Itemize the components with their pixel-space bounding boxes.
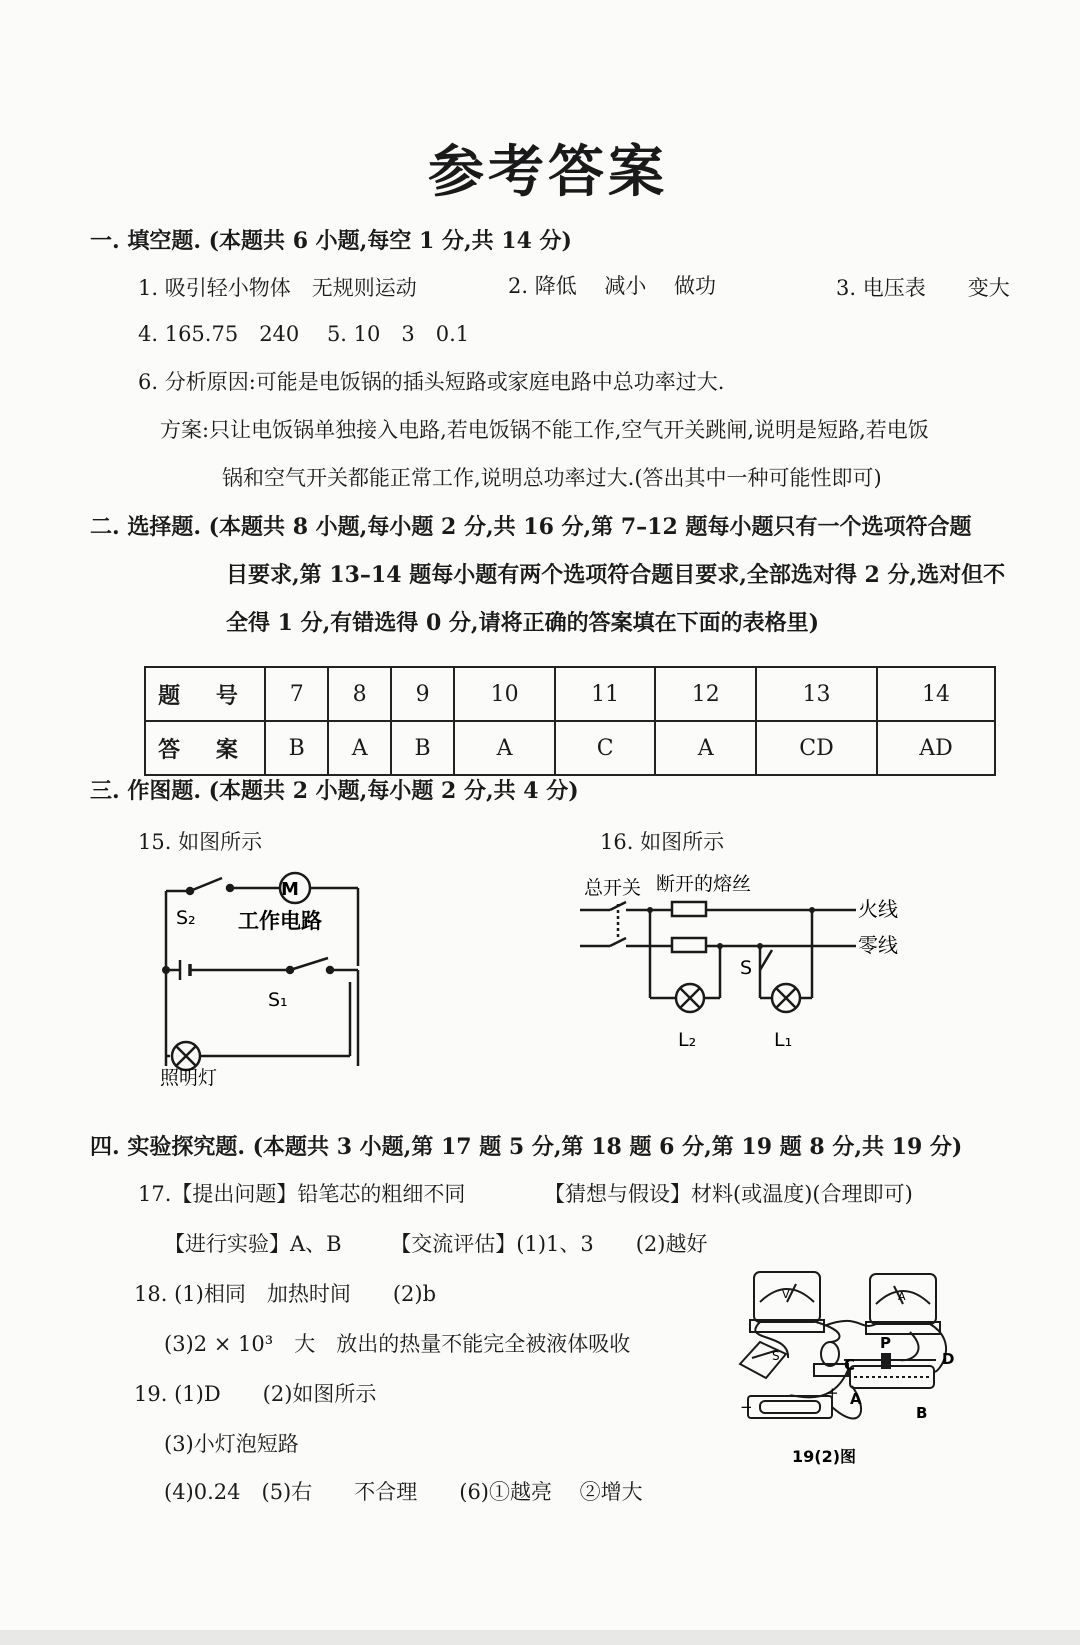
answer-q6-plan-cont: 锅和空气开关都能正常工作,说明总功率过大.(答出其中一种可能性即可) — [222, 466, 882, 490]
answer-q17-hypothesis: 【猜想与假设】材料(或温度)(合理即可) — [544, 1182, 913, 1206]
answer-q15: 15. 如图所示 — [138, 830, 263, 854]
figure-19-apparatus — [730, 1262, 980, 1502]
row-label-number: 题 号 — [145, 667, 265, 721]
terminal-b-label: B — [916, 1404, 928, 1422]
answer-q6-plan: 方案:只让电饭锅单独接入电路,若电饭锅不能工作,空气开关跳闸,说明是短路,若电饭 — [160, 418, 929, 442]
table-cell: 8 — [328, 667, 391, 721]
figure-19-caption: 19(2)图 — [792, 1447, 857, 1466]
l2-label: L₂ — [678, 1029, 697, 1051]
main-switch-label: 总开关 — [584, 877, 642, 899]
switch-s-label: S — [740, 957, 753, 979]
neutral-wire-label: 零线 — [858, 933, 898, 957]
table-cell: 7 — [265, 667, 328, 721]
answer-q19-part1: 19. (1)D (2)如图所示 — [134, 1382, 377, 1406]
table-cell: A — [454, 721, 555, 775]
battery-minus-label: − — [740, 1398, 753, 1416]
bulb — [821, 1342, 839, 1366]
ammeter-a-label: A — [898, 1290, 906, 1303]
answer-q1: 1. 吸引轻小物体 无规则运动 — [138, 276, 417, 300]
terminal-a-label: A — [850, 1390, 862, 1408]
switch-s1 — [290, 958, 328, 970]
answer-q19-part3: (3)小灯泡短路 — [164, 1432, 299, 1456]
table-cell: 10 — [454, 667, 555, 721]
section-2-heading: 二. 选择题. (本题共 8 小题,每小题 2 分,共 16 分,第 7–12 题每小题只有一个选项符合题 — [90, 514, 972, 540]
voltmeter-v-label: V — [782, 1288, 790, 1301]
table-cell: 14 — [877, 667, 995, 721]
table-cell: CD — [756, 721, 877, 775]
table-cell: AD — [877, 721, 995, 775]
table-cell: 12 — [655, 667, 756, 721]
live-wire-label: 火线 — [858, 897, 898, 921]
s2-label: S₂ — [176, 907, 196, 929]
table-cell: 11 — [555, 667, 656, 721]
section-2-heading-line2: 目要求,第 13–14 题每小题有两个选项符合题目要求,全部选对得 2 分,选对但不 — [226, 562, 1006, 588]
table-cell: A — [655, 721, 756, 775]
answer-table — [144, 666, 996, 776]
table-cell: 9 — [391, 667, 454, 721]
answer-q6-reason: 6. 分析原因:可能是电饭锅的插头短路或家庭电路中总功率过大. — [138, 370, 725, 394]
s1-label: S₁ — [268, 989, 288, 1011]
switch-s2 — [190, 878, 222, 891]
section-1-heading: 一. 填空题. (本题共 6 小题,每空 1 分,共 14 分) — [90, 228, 572, 254]
lamp-label: 照明灯 — [160, 1067, 218, 1086]
answer-q19-part4-6: (4)0.24 (5)右 不合理 (6)①越亮 ②增大 — [164, 1480, 643, 1504]
fuse-top — [672, 902, 706, 916]
battery-plus-label: + — [826, 1384, 839, 1402]
figure-16-circuit — [580, 870, 920, 1070]
answer-q17-experiment: 【进行实验】A、B 【交流评估】(1)1、3 (2)越好 — [164, 1232, 708, 1256]
table-cell: A — [328, 721, 391, 775]
answer-q3: 3. 电压表 变大 — [836, 276, 1010, 300]
page-title: 参考答案 — [428, 139, 668, 205]
section-3-heading: 三. 作图题. (本题共 2 小题,每小题 2 分,共 4 分) — [90, 778, 579, 804]
section-4-heading: 四. 实验探究题. (本题共 3 小题,第 17 题 5 分,第 18 题 6 分,第 19 题 8 分,共 19 分) — [90, 1134, 963, 1160]
fuse-bottom — [672, 938, 706, 952]
figure-15-circuit — [150, 866, 390, 1086]
work-circuit-label: 工作电路 — [238, 909, 322, 933]
table-cell: C — [555, 721, 656, 775]
answer-q2: 2. 降低 减小 做功 — [508, 274, 717, 298]
terminal-c-label: C — [844, 1356, 856, 1374]
l1-label: L₁ — [774, 1029, 793, 1051]
answer-q17-question: 17.【提出问题】铅笔芯的粗细不同 — [138, 1182, 466, 1206]
motor-label: M — [281, 879, 299, 900]
table-cell: B — [391, 721, 454, 775]
answer-q18-part3: (3)2 × 10³ 大 放出的热量不能完全被液体吸收 — [164, 1332, 631, 1356]
table-cell: B — [265, 721, 328, 775]
fuse-label: 断开的熔丝 — [656, 873, 752, 895]
switch-s-label: S — [772, 1349, 780, 1363]
table-row-answers — [145, 721, 995, 775]
terminal-d-label: D — [942, 1350, 955, 1368]
switch-s — [760, 950, 772, 970]
row-label-answer: 答 案 — [145, 721, 265, 775]
table-row-numbers — [145, 667, 995, 721]
rheostat-slider — [882, 1354, 890, 1368]
page-bottom-edge — [0, 1630, 1080, 1645]
main-switch-bottom — [610, 938, 626, 946]
table-cell: 13 — [756, 667, 877, 721]
answer-q18-part1: 18. (1)相同 加热时间 (2)b — [134, 1282, 437, 1306]
section-2-heading-line3: 全得 1 分,有错选得 0 分,请将正确的答案填在下面的表格里) — [226, 610, 819, 636]
answer-q16: 16. 如图所示 — [600, 830, 725, 854]
answer-q4-q5: 4. 165.75 240 5. 10 3 0.1 — [138, 322, 470, 346]
terminal-p-label: P — [880, 1334, 891, 1352]
